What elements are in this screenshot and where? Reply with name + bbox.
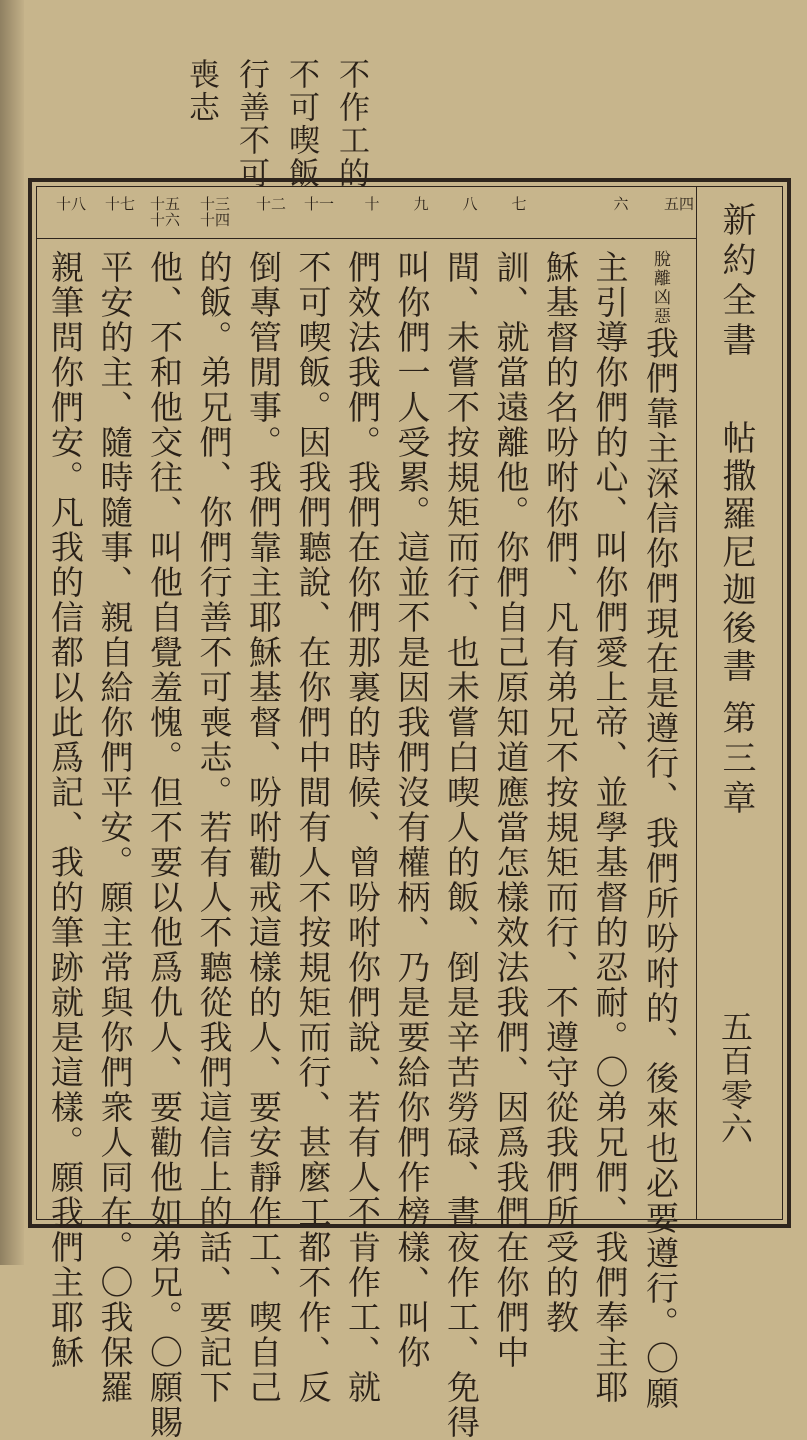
verse-number: 十七 bbox=[105, 195, 136, 213]
body-column: 們效法我們。我們在你們那裏的時候、曾吩咐你們說、若有人不肯作工、就 bbox=[343, 250, 382, 1405]
page-edge-shadow bbox=[0, 0, 24, 1265]
page-number: 五百零六 bbox=[716, 1010, 754, 1146]
chapter-label: 第三章 bbox=[716, 700, 756, 820]
verse-number: 九 bbox=[413, 195, 429, 213]
verse-number: 十五十六 bbox=[150, 195, 181, 229]
body-column: 他、不和他交往、叫他自覺羞愧。但不要以他爲仇人、要勸他如弟兄。〇願賜 bbox=[145, 250, 184, 1440]
body-column: 間、未嘗不按規矩而行、也未嘗白喫人的飯、倒是辛苦勞碌、晝夜作工、免得 bbox=[442, 250, 481, 1440]
epistle-title: 帖撒羅尼迦後書 bbox=[716, 420, 756, 686]
verse-number: 十 bbox=[364, 195, 380, 213]
top-note-col-2: 不可喫飯 bbox=[283, 58, 319, 190]
body-column: 主引導你們的心、叫你們愛上帝、並學基督的忍耐。〇弟兄們、我們奉主耶 bbox=[590, 250, 630, 1405]
top-marginal-note bbox=[176, 58, 376, 190]
verse-number: 十一 bbox=[304, 195, 335, 213]
top-note-col-3: 行善不可 bbox=[233, 58, 269, 190]
book-title: 新約全書 bbox=[716, 202, 756, 362]
body-column: 不可喫飯。因我們聽說、在你們中間有人不按規矩而行、甚麼工都不作、反 bbox=[293, 250, 333, 1405]
verse-number: 十三十四 bbox=[200, 195, 231, 229]
verse-number: 五四 bbox=[664, 195, 695, 213]
verse-gloss: 脫離凶惡 bbox=[650, 250, 670, 326]
body-column: 平安的主、隨時隨事、親自給你們平安。願主常與你們衆人同在。〇我保羅 bbox=[95, 250, 135, 1405]
body-column: 脫離凶惡我們靠主深信你們現在是遵行、我們所吩咐的、後來也必要遵行。〇願 bbox=[641, 250, 680, 1411]
verse-number: 八 bbox=[462, 195, 478, 213]
body-column: 叫你們一人受累。這並不是因我們沒有權柄、乃是要給你們作榜樣、叫你 bbox=[392, 250, 432, 1370]
scripture-body bbox=[41, 250, 686, 1440]
top-note-col-4: 喪志 bbox=[183, 58, 219, 124]
body-column: 倒專管閒事。我們靠主耶穌基督、吩咐勸戒這樣的人、要安靜作工、喫自己 bbox=[244, 250, 283, 1405]
verse-number: 十八 bbox=[56, 195, 87, 213]
top-note-col-1: 不作工的 bbox=[333, 58, 369, 190]
verse-number: 六 bbox=[613, 195, 629, 213]
header-column-rule bbox=[696, 186, 697, 1220]
body-column: 的飯。弟兄們、你們行善不可喪志。若有人不聽從我們這信上的話、要記下 bbox=[194, 250, 234, 1405]
body-column: 訓、就當遠離他。你們自己原知道應當怎樣效法我們、因爲我們在你們中 bbox=[491, 250, 531, 1370]
verse-number-rule bbox=[36, 238, 696, 239]
verse-number: 七 bbox=[511, 195, 527, 213]
body-column: 親筆問你們安。凡我的信都以此爲記、我的筆跡就是這樣。願我們主耶穌 bbox=[46, 250, 85, 1370]
verse-number: 十二 bbox=[256, 195, 287, 213]
body-column: 穌基督的名吩咐你們、凡有弟兄不按規矩而行、不遵守從我們所受的教 bbox=[541, 250, 580, 1335]
